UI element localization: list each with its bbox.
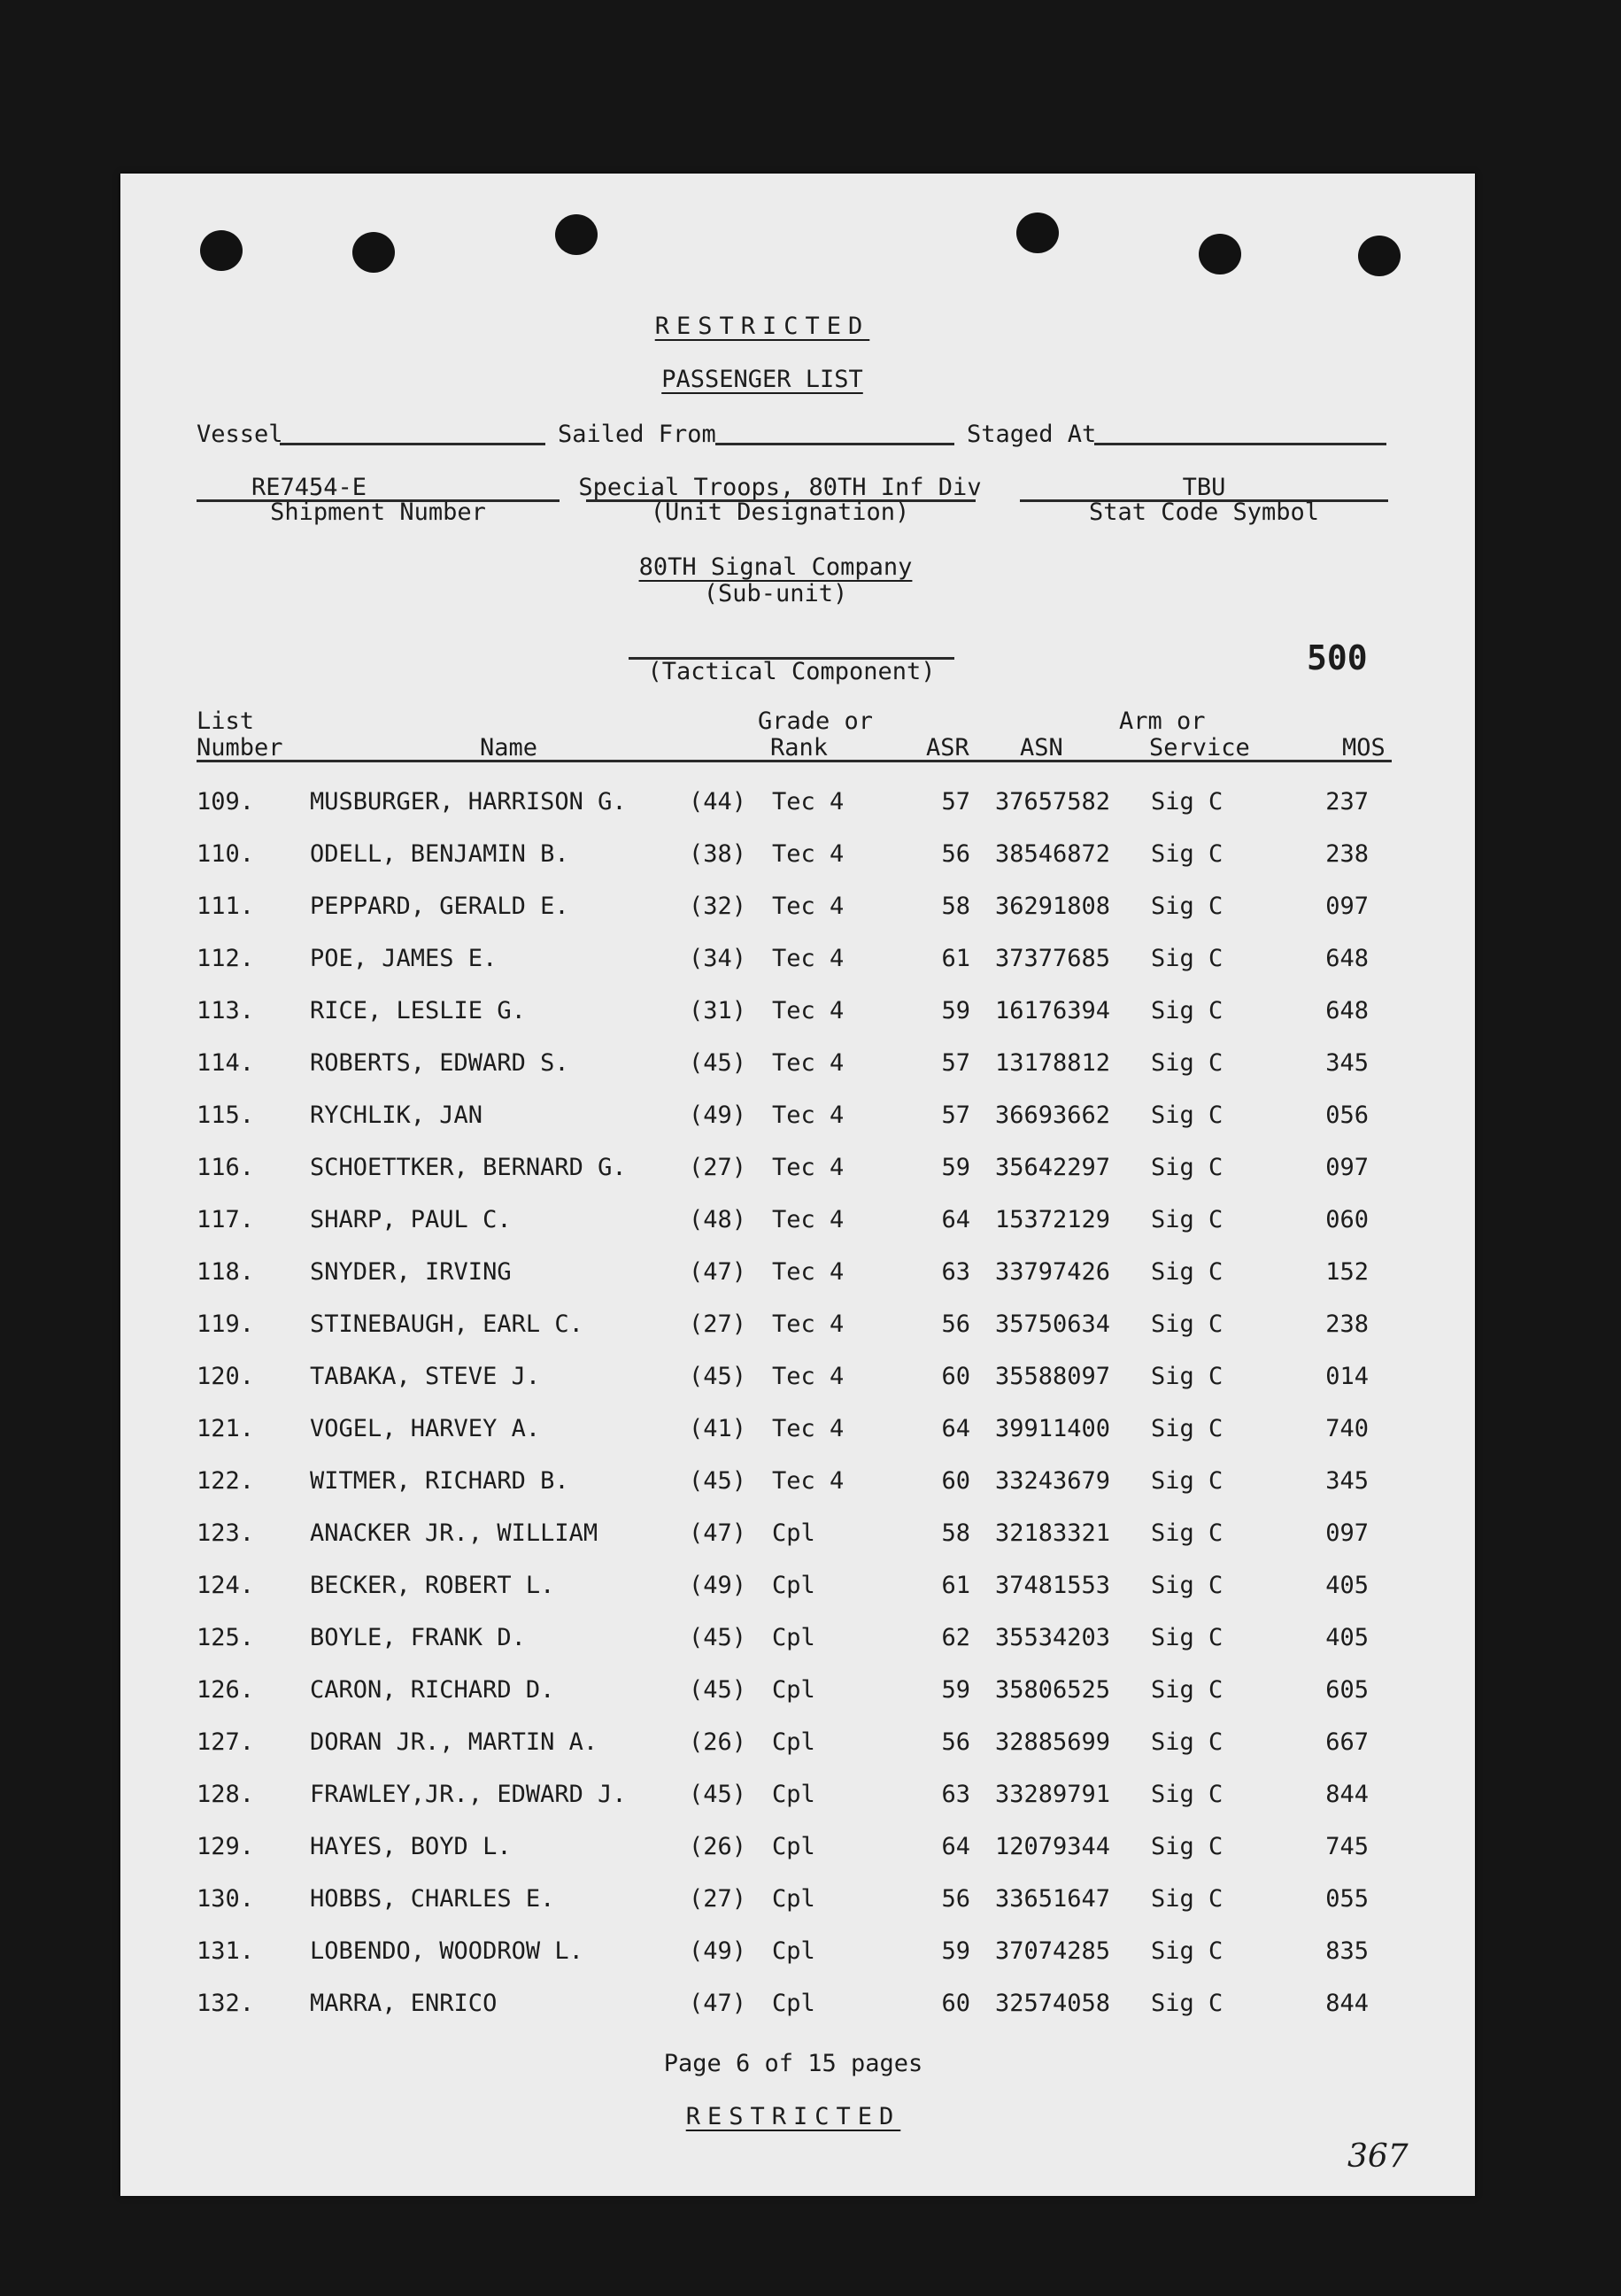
row-arm-service: Sig C — [1151, 1728, 1223, 1756]
page-indicator: Page 6 of 15 pages — [663, 2050, 923, 2077]
row-asr: 57 — [941, 1102, 970, 1129]
row-name: WITMER, RICHARD B. — [310, 1467, 569, 1495]
row-age: (45) — [689, 1624, 747, 1651]
row-asn: 38546872 — [995, 840, 1111, 868]
row-rank: Tec 4 — [772, 1154, 845, 1181]
row-mos: 605 — [1325, 1676, 1369, 1704]
row-rank: Tec 4 — [772, 840, 845, 868]
row-asr: 61 — [941, 1572, 970, 1599]
row-name: LOBENDO, WOODROW L. — [310, 1937, 583, 1965]
row-arm-service: Sig C — [1151, 1519, 1223, 1547]
col-header-grade: Grade or — [758, 707, 874, 735]
row-age: (47) — [689, 1990, 747, 2017]
col-header-asr: ASR — [926, 734, 969, 761]
row-asn: 32885699 — [995, 1728, 1111, 1756]
row-name: MARRA, ENRICO — [310, 1990, 498, 2017]
row-age: (45) — [689, 1363, 747, 1390]
staged-at-label: Staged At — [967, 421, 1097, 448]
row-asr: 64 — [941, 1206, 970, 1233]
row-rank: Cpl — [772, 1624, 815, 1651]
row-asn: 35534203 — [995, 1624, 1111, 1651]
sailed-from-label: Sailed From — [558, 421, 716, 448]
table-row — [120, 1046, 1475, 1081]
row-mos: 060 — [1325, 1206, 1369, 1233]
row-arm-service: Sig C — [1151, 1937, 1223, 1965]
row-mos: 238 — [1325, 840, 1369, 868]
row-mos: 014 — [1325, 1363, 1369, 1390]
row-asr: 64 — [941, 1833, 970, 1860]
row-age: (26) — [689, 1728, 747, 1756]
table-row — [120, 785, 1475, 820]
row-asr: 57 — [941, 788, 970, 816]
row-asn: 37481553 — [995, 1572, 1111, 1599]
row-age: (47) — [689, 1258, 747, 1286]
row-asr: 60 — [941, 1467, 970, 1495]
row-arm-service: Sig C — [1151, 1310, 1223, 1338]
row-asn: 33651647 — [995, 1885, 1111, 1913]
row-mos: 097 — [1325, 1154, 1369, 1181]
table-row — [120, 1777, 1475, 1813]
row-name: POE, JAMES E. — [310, 945, 498, 972]
row-list-number: 122. — [197, 1467, 255, 1495]
row-name: STINEBAUGH, EARL C. — [310, 1310, 583, 1338]
row-age: (34) — [689, 945, 747, 972]
row-name: RYCHLIK, JAN — [310, 1102, 483, 1129]
row-arm-service: Sig C — [1151, 1467, 1223, 1495]
row-asr: 59 — [941, 997, 970, 1024]
row-rank: Cpl — [772, 1728, 815, 1756]
row-age: (41) — [689, 1415, 747, 1442]
row-rank: Tec 4 — [772, 1467, 845, 1495]
row-age: (26) — [689, 1833, 747, 1860]
row-arm-service: Sig C — [1151, 1676, 1223, 1704]
row-asn: 35588097 — [995, 1363, 1111, 1390]
row-name: PEPPARD, GERALD E. — [310, 893, 569, 920]
stat-code: TBU — [1182, 474, 1226, 501]
restricted-footer: RESTRICTED — [685, 2103, 901, 2130]
row-mos: 740 — [1325, 1415, 1369, 1442]
shipment-number-label: Shipment Number — [270, 499, 486, 526]
row-age: (45) — [689, 1781, 747, 1808]
row-rank: Tec 4 — [772, 997, 845, 1024]
row-asr: 59 — [941, 1937, 970, 1965]
row-list-number: 109. — [197, 788, 255, 816]
row-asr: 59 — [941, 1676, 970, 1704]
document-title: PASSENGER LIST — [661, 366, 863, 393]
handwritten-page-number: 367 — [1347, 2138, 1409, 2175]
row-list-number: 129. — [197, 1833, 255, 1860]
row-name: SNYDER, IRVING — [310, 1258, 512, 1286]
row-age: (49) — [689, 1572, 747, 1599]
row-list-number: 130. — [197, 1885, 255, 1913]
row-asn: 36693662 — [995, 1102, 1111, 1129]
row-age: (38) — [689, 840, 747, 868]
row-arm-service: Sig C — [1151, 1415, 1223, 1442]
row-mos: 405 — [1325, 1624, 1369, 1651]
row-asn: 35642297 — [995, 1154, 1111, 1181]
row-asn: 12079344 — [995, 1833, 1111, 1860]
row-list-number: 117. — [197, 1206, 255, 1233]
row-mos: 345 — [1325, 1467, 1369, 1495]
restricted-heading: RESTRICTED — [654, 313, 870, 340]
row-list-number: 112. — [197, 945, 255, 972]
sub-unit-label: (Sub-unit) — [703, 580, 848, 607]
col-header-name: Name — [480, 734, 538, 761]
row-asn: 33289791 — [995, 1781, 1111, 1808]
row-rank: Tec 4 — [772, 1049, 845, 1077]
row-rank: Cpl — [772, 1990, 815, 2017]
row-arm-service: Sig C — [1151, 997, 1223, 1024]
row-rank: Cpl — [772, 1833, 815, 1860]
col-header-asn: ASN — [1020, 734, 1063, 761]
row-name: RICE, LESLIE G. — [310, 997, 526, 1024]
col-header-arm: Arm or — [1119, 707, 1206, 735]
table-row — [120, 941, 1475, 977]
punch-hole-icon — [1199, 234, 1241, 274]
row-asr: 63 — [941, 1258, 970, 1286]
row-age: (45) — [689, 1049, 747, 1077]
row-name: BOYLE, FRANK D. — [310, 1624, 526, 1651]
row-name: SCHOETTKER, BERNARD G. — [310, 1154, 627, 1181]
row-mos: 844 — [1325, 1990, 1369, 2017]
row-list-number: 131. — [197, 1937, 255, 1965]
row-mos: 238 — [1325, 1310, 1369, 1338]
table-row — [120, 1464, 1475, 1499]
row-mos: 237 — [1325, 788, 1369, 816]
row-arm-service: Sig C — [1151, 1781, 1223, 1808]
row-list-number: 121. — [197, 1415, 255, 1442]
row-age: (31) — [689, 997, 747, 1024]
row-asr: 60 — [941, 1363, 970, 1390]
row-mos: 405 — [1325, 1572, 1369, 1599]
col-header-number: Number — [197, 734, 283, 761]
row-mos: 648 — [1325, 945, 1369, 972]
row-age: (47) — [689, 1519, 747, 1547]
vessel-label: Vessel — [197, 421, 283, 448]
sailed-from-field-line — [715, 443, 954, 445]
row-asn: 33243679 — [995, 1467, 1111, 1495]
row-asn: 37657582 — [995, 788, 1111, 816]
row-rank: Tec 4 — [772, 788, 845, 816]
row-mos: 055 — [1325, 1885, 1369, 1913]
sub-unit: 80TH Signal Company — [638, 553, 913, 581]
row-arm-service: Sig C — [1151, 1363, 1223, 1390]
row-rank: Cpl — [772, 1572, 815, 1599]
row-list-number: 115. — [197, 1102, 255, 1129]
row-mos: 152 — [1325, 1258, 1369, 1286]
row-list-number: 123. — [197, 1519, 255, 1547]
row-name: ROBERTS, EDWARD S. — [310, 1049, 569, 1077]
row-age: (27) — [689, 1310, 747, 1338]
row-mos: 345 — [1325, 1049, 1369, 1077]
row-arm-service: Sig C — [1151, 1258, 1223, 1286]
row-rank: Tec 4 — [772, 1258, 845, 1286]
row-asn: 33797426 — [995, 1258, 1111, 1286]
table-row — [120, 1516, 1475, 1551]
punch-hole-icon — [200, 230, 243, 271]
row-arm-service: Sig C — [1151, 1154, 1223, 1181]
row-rank: Cpl — [772, 1519, 815, 1547]
punch-hole-icon — [1358, 236, 1401, 276]
row-mos: 745 — [1325, 1833, 1369, 1860]
row-list-number: 132. — [197, 1990, 255, 2017]
row-list-number: 124. — [197, 1572, 255, 1599]
table-row — [120, 1986, 1475, 2022]
row-asr: 56 — [941, 840, 970, 868]
row-arm-service: Sig C — [1151, 1990, 1223, 2017]
vessel-field-line — [280, 443, 545, 445]
row-age: (27) — [689, 1154, 747, 1181]
row-arm-service: Sig C — [1151, 788, 1223, 816]
table-row — [120, 993, 1475, 1029]
row-asr: 60 — [941, 1990, 970, 2017]
row-name: VOGEL, HARVEY A. — [310, 1415, 541, 1442]
table-row — [120, 1150, 1475, 1186]
table-row — [120, 1255, 1475, 1290]
row-age: (45) — [689, 1676, 747, 1704]
stat-code-label: Stat Code Symbol — [1088, 499, 1320, 526]
row-list-number: 114. — [197, 1049, 255, 1077]
table-row — [120, 1307, 1475, 1342]
row-asn: 32183321 — [995, 1519, 1111, 1547]
row-asr: 59 — [941, 1154, 970, 1181]
table-row — [120, 1725, 1475, 1760]
col-header-service: Service — [1149, 734, 1250, 761]
row-arm-service: Sig C — [1151, 1833, 1223, 1860]
row-asr: 64 — [941, 1415, 970, 1442]
row-asr: 58 — [941, 893, 970, 920]
row-asr: 62 — [941, 1624, 970, 1651]
table-row — [120, 1359, 1475, 1395]
table-row — [120, 889, 1475, 924]
row-arm-service: Sig C — [1151, 1206, 1223, 1233]
row-rank: Cpl — [772, 1676, 815, 1704]
table-row — [120, 1568, 1475, 1604]
row-list-number: 113. — [197, 997, 255, 1024]
row-asn: 13178812 — [995, 1049, 1111, 1077]
row-asr: 56 — [941, 1728, 970, 1756]
table-row — [120, 1098, 1475, 1133]
row-mos: 844 — [1325, 1781, 1369, 1808]
row-asn: 37074285 — [995, 1937, 1111, 1965]
row-mos: 097 — [1325, 893, 1369, 920]
row-asr: 57 — [941, 1049, 970, 1077]
table-row — [120, 1829, 1475, 1865]
row-arm-service: Sig C — [1151, 1102, 1223, 1129]
row-name: HOBBS, CHARLES E. — [310, 1885, 555, 1913]
row-asn: 39911400 — [995, 1415, 1111, 1442]
col-header-mos: MOS — [1342, 734, 1386, 761]
punch-hole-icon — [555, 214, 598, 255]
table-row — [120, 1934, 1475, 1969]
row-list-number: 120. — [197, 1363, 255, 1390]
row-list-number: 116. — [197, 1154, 255, 1181]
row-arm-service: Sig C — [1151, 1572, 1223, 1599]
row-list-number: 119. — [197, 1310, 255, 1338]
staged-at-field-line — [1094, 443, 1386, 445]
row-asr: 61 — [941, 945, 970, 972]
row-rank: Tec 4 — [772, 1102, 845, 1129]
row-list-number: 128. — [197, 1781, 255, 1808]
row-rank: Tec 4 — [772, 1310, 845, 1338]
document-page — [120, 174, 1475, 2196]
row-rank: Tec 4 — [772, 945, 845, 972]
table-row — [120, 1411, 1475, 1447]
row-asn: 35750634 — [995, 1310, 1111, 1338]
row-arm-service: Sig C — [1151, 1049, 1223, 1077]
row-name: ANACKER JR., WILLIAM — [310, 1519, 598, 1547]
row-rank: Cpl — [772, 1937, 815, 1965]
shipment-number: RE7454-E — [251, 474, 367, 501]
unit-designation-label: (Unit Designation) — [650, 499, 910, 526]
row-name: SHARP, PAUL C. — [310, 1206, 512, 1233]
table-row — [120, 1882, 1475, 1917]
row-rank: Cpl — [772, 1781, 815, 1808]
tactical-component-label: (Tactical Component) — [647, 658, 936, 685]
row-rank: Cpl — [772, 1885, 815, 1913]
row-name: HAYES, BOYD L. — [310, 1833, 512, 1860]
row-arm-service: Sig C — [1151, 1885, 1223, 1913]
row-asn: 35806525 — [995, 1676, 1111, 1704]
row-mos: 648 — [1325, 997, 1369, 1024]
row-asr: 56 — [941, 1885, 970, 1913]
row-arm-service: Sig C — [1151, 1624, 1223, 1651]
row-asn: 32574058 — [995, 1990, 1111, 2017]
row-list-number: 118. — [197, 1258, 255, 1286]
row-asr: 56 — [941, 1310, 970, 1338]
unit-designation: Special Troops, 80TH Inf Div — [578, 474, 982, 501]
row-asn: 15372129 — [995, 1206, 1111, 1233]
row-rank: Tec 4 — [772, 1206, 845, 1233]
column-header-rule — [197, 760, 1392, 762]
row-rank: Tec 4 — [772, 1363, 845, 1390]
col-header-rank: Rank — [770, 734, 829, 761]
row-name: FRAWLEY,JR., EDWARD J. — [310, 1781, 627, 1808]
row-name: MUSBURGER, HARRISON G. — [310, 788, 627, 816]
col-header-list: List — [197, 707, 255, 735]
row-name: BECKER, ROBERT L. — [310, 1572, 555, 1599]
count-number: 500 — [1307, 638, 1368, 677]
row-name: ODELL, BENJAMIN B. — [310, 840, 569, 868]
row-mos: 667 — [1325, 1728, 1369, 1756]
row-asr: 63 — [941, 1781, 970, 1808]
row-name: DORAN JR., MARTIN A. — [310, 1728, 598, 1756]
row-age: (45) — [689, 1467, 747, 1495]
row-asn: 37377685 — [995, 945, 1111, 972]
row-arm-service: Sig C — [1151, 945, 1223, 972]
row-list-number: 127. — [197, 1728, 255, 1756]
row-rank: Tec 4 — [772, 1415, 845, 1442]
row-rank: Tec 4 — [772, 893, 845, 920]
row-name: CARON, RICHARD D. — [310, 1676, 555, 1704]
row-list-number: 125. — [197, 1624, 255, 1651]
row-mos: 097 — [1325, 1519, 1369, 1547]
row-age: (32) — [689, 893, 747, 920]
row-list-number: 111. — [197, 893, 255, 920]
row-age: (44) — [689, 788, 747, 816]
row-arm-service: Sig C — [1151, 893, 1223, 920]
row-asr: 58 — [941, 1519, 970, 1547]
row-mos: 835 — [1325, 1937, 1369, 1965]
row-list-number: 110. — [197, 840, 255, 868]
punch-hole-icon — [352, 232, 395, 273]
punch-hole-icon — [1016, 213, 1059, 253]
row-list-number: 126. — [197, 1676, 255, 1704]
table-row — [120, 1673, 1475, 1708]
row-arm-service: Sig C — [1151, 840, 1223, 868]
row-asn: 36291808 — [995, 893, 1111, 920]
row-age: (49) — [689, 1937, 747, 1965]
table-row — [120, 837, 1475, 872]
row-age: (49) — [689, 1102, 747, 1129]
table-row — [120, 1620, 1475, 1656]
table-row — [120, 1202, 1475, 1238]
row-age: (27) — [689, 1885, 747, 1913]
row-name: TABAKA, STEVE J. — [310, 1363, 541, 1390]
row-asn: 16176394 — [995, 997, 1111, 1024]
row-age: (48) — [689, 1206, 747, 1233]
row-mos: 056 — [1325, 1102, 1369, 1129]
